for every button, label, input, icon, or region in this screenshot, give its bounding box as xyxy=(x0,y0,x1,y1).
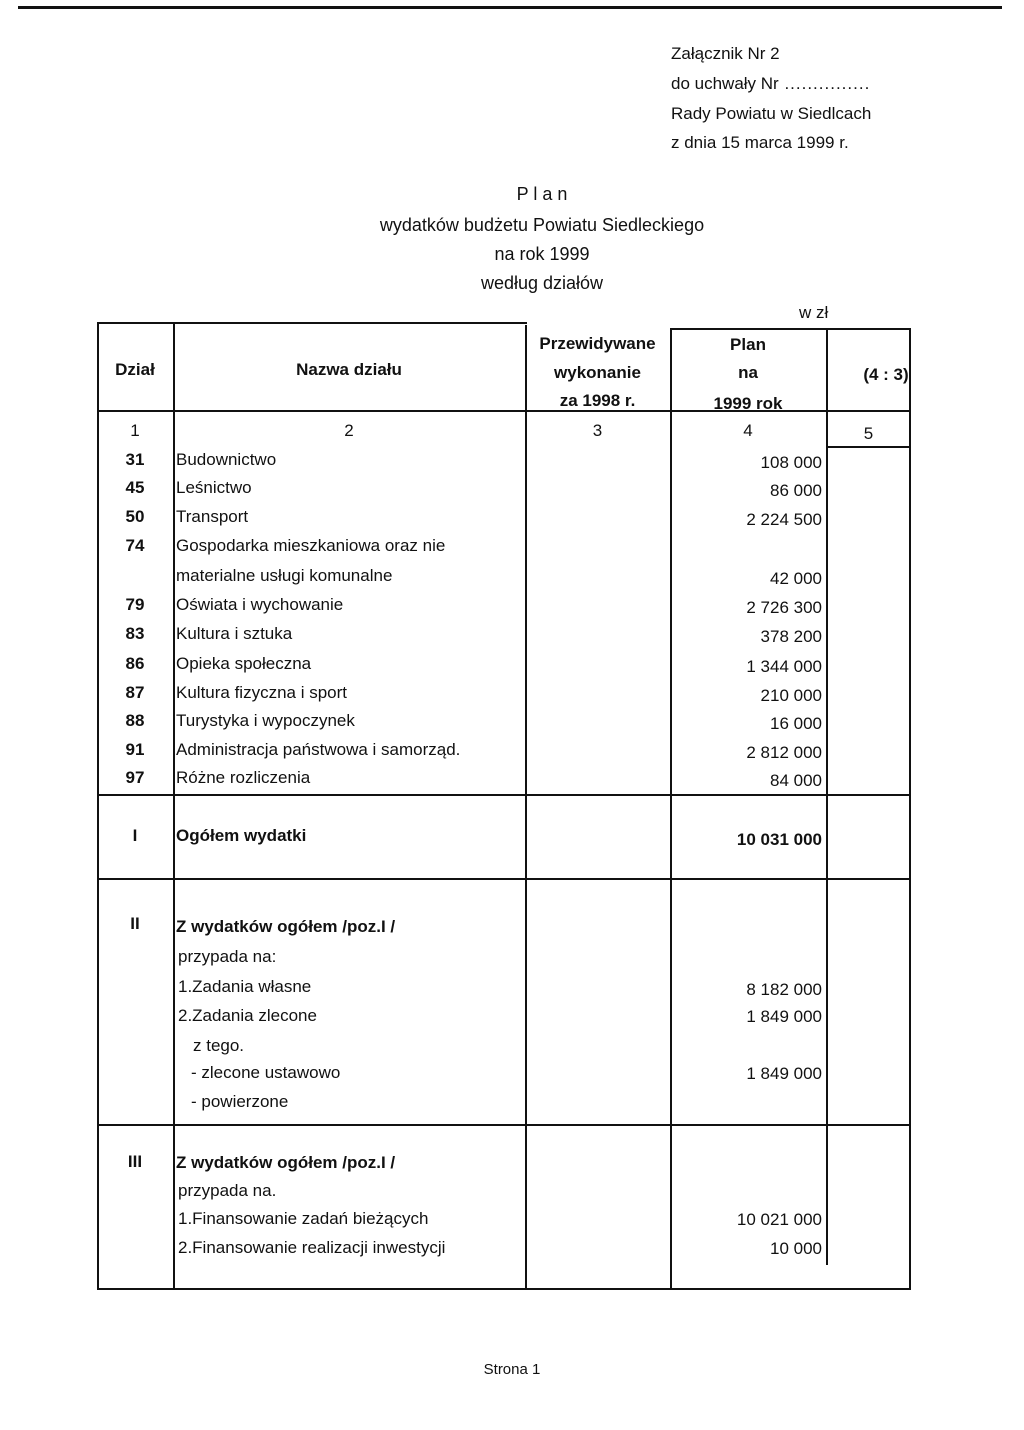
row-plan: 84 000 xyxy=(770,771,822,790)
section3-sub: przypada na. xyxy=(178,1181,277,1200)
row-nazwa: Różne rozliczenia xyxy=(176,768,311,787)
colnum-1: 1 xyxy=(130,421,140,440)
section3-item-plan: 10 021 000 xyxy=(736,1210,822,1229)
section-divider-1 xyxy=(97,794,911,796)
section-divider-2 xyxy=(97,878,911,880)
section2-item-label: 2.Zadania zlecone xyxy=(178,1006,317,1025)
colnum-4: 4 xyxy=(743,421,753,440)
row-dzial: 45 xyxy=(125,478,145,497)
section2-num: II xyxy=(130,914,140,933)
row-plan: 2 224 500 xyxy=(746,510,822,529)
colnum-2: 2 xyxy=(344,421,354,440)
row-nazwa: Transport xyxy=(176,507,249,526)
plan-basis: według działów xyxy=(480,273,604,293)
row-dzial: 91 xyxy=(125,740,145,759)
table-top-border-right xyxy=(670,328,910,330)
currency-unit: w zł xyxy=(799,303,829,322)
row-dzial: 79 xyxy=(125,595,145,614)
row-plan: 1 344 000 xyxy=(746,657,822,676)
row-plan: 16 000 xyxy=(770,714,822,733)
section3-item-label: 2.Finansowanie realizacji inwestycji xyxy=(178,1238,446,1257)
col-divider-1 xyxy=(173,322,175,1290)
section3-item-label: 1.Finansowanie zadań bieżących xyxy=(178,1209,429,1228)
row-plan: 378 200 xyxy=(760,627,822,646)
colnum-5: 5 xyxy=(863,424,874,443)
row-plan: 2 812 000 xyxy=(746,743,822,762)
section2-item-label: - powierzone xyxy=(191,1092,289,1111)
row-dzial: 74 xyxy=(125,536,145,555)
colnum-3: 3 xyxy=(592,421,603,440)
table-top-border xyxy=(97,322,527,324)
row-nazwa: Gospodarka mieszkaniowa oraz nie xyxy=(176,536,446,555)
row-nazwa: Turystyka i wypoczynek xyxy=(176,711,355,730)
table-right-border xyxy=(909,328,911,1288)
plan-title: P l a n xyxy=(516,184,568,204)
page-footer: Strona 1 xyxy=(483,1361,541,1378)
row-plan: 108 000 xyxy=(760,453,822,472)
header-przew-3: za 1998 r. xyxy=(559,391,636,410)
section2-sub: przypada na: xyxy=(178,947,277,966)
row-nazwa: Opieka społeczna xyxy=(176,654,312,673)
plan-year: na rok 1999 xyxy=(494,244,590,264)
header-ratio: (4 : 3) xyxy=(863,365,909,384)
section-divider-3 xyxy=(97,1124,911,1126)
header-plan-2: na xyxy=(738,363,758,382)
section3-item-plan: 10 000 xyxy=(770,1239,822,1258)
row-dzial: 83 xyxy=(125,624,145,643)
section1-num: I xyxy=(132,826,138,845)
section1-plan: 10 031 000 xyxy=(736,830,822,849)
header-dzial: Dział xyxy=(115,360,155,379)
section2-item-label: 1.Zadania własne xyxy=(178,977,312,996)
section2-item-plan: 8 182 000 xyxy=(746,980,822,999)
row-dzial: 31 xyxy=(125,450,145,469)
row-nazwa: Kultura i sztuka xyxy=(176,624,293,643)
date-label: z dnia 15 marca 1999 r. xyxy=(671,133,849,152)
header-plan-1: Plan xyxy=(730,335,766,354)
row-dzial: 50 xyxy=(125,507,145,526)
resolution-number-label: do uchwały Nr ............... xyxy=(671,74,871,93)
row-nazwa: Leśnictwo xyxy=(176,478,252,497)
col-divider-2 xyxy=(525,325,527,1288)
row-nazwa-cont: materialne usługi komunalne xyxy=(176,566,393,585)
top-border-line xyxy=(18,6,1002,9)
row-dzial: 86 xyxy=(125,654,145,673)
row-dzial: 88 xyxy=(125,711,145,730)
section2-item-label: - zlecone ustawowo xyxy=(191,1063,341,1082)
header-przew-1: Przewidywane xyxy=(539,334,656,353)
header-nazwa: Nazwa działu xyxy=(296,360,402,379)
section1-label: Ogółem wydatki xyxy=(176,826,307,845)
ratio-col-underline xyxy=(826,446,911,448)
section2-item-plan: 1 849 000 xyxy=(746,1064,822,1083)
section2-item-label: z tego. xyxy=(193,1036,245,1055)
row-nazwa: Administracja państwowa i samorząd. xyxy=(176,740,461,759)
row-nazwa: Kultura fizyczna i sport xyxy=(176,683,348,702)
row-dzial: 97 xyxy=(125,768,145,787)
header-przew-2: wykonanie xyxy=(554,363,641,382)
council-label: Rady Powiatu w Siedlcach xyxy=(671,104,872,123)
row-plan: 42 000 xyxy=(770,569,822,588)
row-dzial: 87 xyxy=(125,683,145,702)
row-plan: 210 000 xyxy=(760,686,822,705)
section2-item-plan: 1 849 000 xyxy=(746,1007,822,1026)
plan-subtitle: wydatków budżetu Powiatu Siedleckiego xyxy=(379,215,705,235)
row-nazwa: Oświata i wychowanie xyxy=(176,595,344,614)
header-plan-3: 1999 rok xyxy=(713,394,783,413)
section3-num: III xyxy=(127,1152,143,1171)
col-divider-3 xyxy=(670,330,672,1288)
attachment-label: Załącznik Nr 2 xyxy=(671,44,780,63)
row-plan: 86 000 xyxy=(770,481,822,500)
section2-label: Z wydatków ogółem /poz.I / xyxy=(176,917,396,936)
table-bottom-border xyxy=(97,1288,911,1290)
row-plan: 2 726 300 xyxy=(746,598,822,617)
row-nazwa: Budownictwo xyxy=(176,450,277,469)
section3-label: Z wydatków ogółem /poz.I / xyxy=(176,1153,396,1172)
